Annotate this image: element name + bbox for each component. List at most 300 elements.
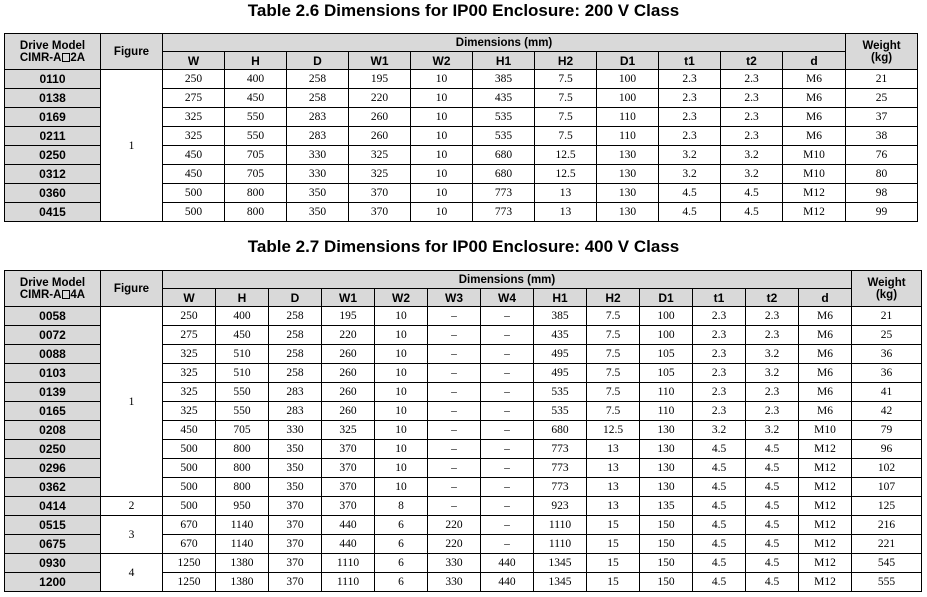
dimension-cell: 330 (287, 165, 349, 184)
dimension-cell: 150 (640, 516, 693, 535)
dim-column-header: H1 (473, 52, 535, 70)
drive-model-cell: 0165 (5, 402, 101, 421)
dimension-cell: 510 (216, 364, 269, 383)
dimension-cell: 2.3 (659, 70, 721, 89)
dimension-cell: 350 (287, 203, 349, 222)
dimension-cell: 450 (163, 421, 216, 440)
dimension-cell: – (428, 421, 481, 440)
dimension-cell: 4.5 (659, 184, 721, 203)
dimension-cell: 10 (375, 383, 428, 402)
dimension-cell: 275 (163, 89, 225, 108)
dim-column-header: H (225, 52, 287, 70)
dimension-cell: 370 (269, 535, 322, 554)
dimension-cell: 250 (163, 307, 216, 326)
dimension-cell: – (481, 383, 534, 402)
dim-column-header: D (269, 289, 322, 307)
dimension-cell: 220 (428, 516, 481, 535)
dimension-cell: – (428, 345, 481, 364)
dimension-cell: M6 (799, 307, 852, 326)
dimension-cell: 3.2 (746, 421, 799, 440)
dimension-cell: M6 (799, 326, 852, 345)
drive-model-cell: 0088 (5, 345, 101, 364)
weight-cell: 41 (852, 383, 922, 402)
dimension-cell: 3.2 (659, 165, 721, 184)
dimension-cell: 10 (375, 421, 428, 440)
dimension-cell: 10 (375, 402, 428, 421)
dimension-cell: M6 (799, 364, 852, 383)
dimension-cell: 150 (640, 535, 693, 554)
dimension-cell: 100 (640, 307, 693, 326)
dimension-cell: 325 (349, 146, 411, 165)
dimension-cell: M12 (799, 573, 852, 592)
dim-column-header: t1 (693, 289, 746, 307)
dimension-cell: 330 (428, 573, 481, 592)
dimension-cell: 550 (216, 402, 269, 421)
dimension-cell: 1345 (534, 573, 587, 592)
dimension-cell: 12.5 (535, 165, 597, 184)
dimension-cell: 4.5 (721, 184, 783, 203)
dimension-cell: 10 (411, 70, 473, 89)
dimension-cell: 350 (269, 459, 322, 478)
weight-cell: 36 (852, 364, 922, 383)
figure-cell: 1 (101, 70, 163, 222)
dimension-cell: 7.5 (535, 89, 597, 108)
dimension-cell: 800 (216, 440, 269, 459)
dimension-cell: 370 (349, 203, 411, 222)
dimension-cell: M12 (799, 535, 852, 554)
dimension-cell: 220 (428, 535, 481, 554)
figure-column-header: Figure (101, 34, 163, 70)
dimension-cell: M12 (799, 440, 852, 459)
dimension-cell: 1345 (534, 554, 587, 573)
dimension-cell: 130 (597, 165, 659, 184)
dimension-cell: 325 (322, 421, 375, 440)
dimension-cell: 1250 (163, 554, 216, 573)
weight-cell: 36 (852, 345, 922, 364)
weight-cell: 125 (852, 497, 922, 516)
dimension-cell: 260 (349, 108, 411, 127)
dimension-cell: 4.5 (746, 554, 799, 573)
figure-cell: 1 (101, 307, 163, 497)
dimension-cell: 4.5 (693, 516, 746, 535)
dimension-cell: 325 (163, 402, 216, 421)
weight-cell: 221 (852, 535, 922, 554)
dimension-cell: 283 (287, 127, 349, 146)
dimension-cell: 550 (225, 108, 287, 127)
dimension-cell: 100 (597, 70, 659, 89)
dimension-cell: 13 (587, 478, 640, 497)
dimension-cell: 330 (269, 421, 322, 440)
dimension-cell: 10 (375, 307, 428, 326)
dimension-cell: 13 (587, 440, 640, 459)
dimension-cell: 12.5 (587, 421, 640, 440)
dimension-cell: 258 (287, 70, 349, 89)
dim-column-header: D1 (597, 52, 659, 70)
drive-model-cell: 0110 (5, 70, 101, 89)
dimension-cell: 800 (216, 478, 269, 497)
dimension-cell: 550 (225, 127, 287, 146)
dim-column-header: W1 (349, 52, 411, 70)
dimension-cell: 550 (216, 383, 269, 402)
dimension-cell: 130 (640, 478, 693, 497)
figure-column-header: Figure (101, 271, 163, 307)
placeholder-box-icon (62, 53, 70, 62)
dimension-cell: M6 (783, 127, 846, 146)
dimension-cell: 4.5 (746, 516, 799, 535)
dimension-cell: 260 (322, 364, 375, 383)
dimension-cell: 260 (322, 402, 375, 421)
drive-model-cell: 0058 (5, 307, 101, 326)
dimension-cell: – (481, 459, 534, 478)
dimension-cell: 500 (163, 203, 225, 222)
dimension-cell: 670 (163, 535, 216, 554)
weight-column-header: Weight (kg) (852, 271, 922, 307)
dimension-cell: 258 (269, 345, 322, 364)
dimension-cell: 1110 (534, 535, 587, 554)
weight-column-header: Weight (kg) (846, 34, 918, 70)
dimension-cell: 6 (375, 535, 428, 554)
dimension-cell: – (428, 326, 481, 345)
dimension-cell: 495 (534, 364, 587, 383)
dimension-cell: 1380 (216, 573, 269, 592)
weight-cell: 21 (852, 307, 922, 326)
dimension-cell: 680 (473, 165, 535, 184)
dimension-cell: 3.2 (659, 146, 721, 165)
dimension-cell: 150 (640, 554, 693, 573)
dimension-cell: 283 (269, 402, 322, 421)
dimension-cell: 440 (481, 573, 534, 592)
dimension-cell: – (481, 478, 534, 497)
dimension-cell: – (428, 440, 481, 459)
dimension-cell: 2.3 (746, 402, 799, 421)
dimension-cell: 6 (375, 516, 428, 535)
drive-model-cell: 0139 (5, 383, 101, 402)
dimension-cell: 4.5 (693, 535, 746, 554)
dimension-cell: – (428, 364, 481, 383)
dimension-cell: 370 (269, 573, 322, 592)
weight-cell: 216 (852, 516, 922, 535)
dimension-cell: 130 (640, 440, 693, 459)
drive-model-cell: 0415 (5, 203, 101, 222)
drive-model-cell: 0296 (5, 459, 101, 478)
weight-cell: 98 (846, 184, 918, 203)
dimension-cell: 2.3 (659, 89, 721, 108)
dimension-cell: M6 (783, 70, 846, 89)
dimension-cell: 1380 (216, 554, 269, 573)
dimension-cell: 500 (163, 184, 225, 203)
dimension-cell: – (428, 402, 481, 421)
dimension-cell: 2.3 (746, 326, 799, 345)
dimension-cell: 450 (216, 326, 269, 345)
drive-model-cell: 0103 (5, 364, 101, 383)
dimension-cell: – (481, 345, 534, 364)
dimension-cell: 450 (225, 89, 287, 108)
drive-model-cell: 0169 (5, 108, 101, 127)
dimension-cell: 1110 (322, 554, 375, 573)
drive-model-cell: 0312 (5, 165, 101, 184)
dimension-cell: 7.5 (535, 70, 597, 89)
dimension-cell: 705 (225, 165, 287, 184)
dim-column-header: d (799, 289, 852, 307)
dim-column-header: W2 (375, 289, 428, 307)
dimension-cell: 800 (225, 203, 287, 222)
dimension-cell: 3.2 (746, 364, 799, 383)
dimension-cell: 4.5 (746, 478, 799, 497)
dim-column-header: W1 (322, 289, 375, 307)
dimension-cell: 10 (411, 203, 473, 222)
weight-cell: 79 (852, 421, 922, 440)
dimension-cell: 370 (269, 497, 322, 516)
dimension-cell: 10 (411, 165, 473, 184)
dimension-cell: 4.5 (693, 459, 746, 478)
dimension-cell: 1140 (216, 516, 269, 535)
drive-model-cell: 0360 (5, 184, 101, 203)
dim-column-header: W (163, 52, 225, 70)
dimension-cell: 2.3 (693, 326, 746, 345)
dimension-cell: 400 (225, 70, 287, 89)
dimension-cell: 370 (349, 184, 411, 203)
drive-model-cell: 0515 (5, 516, 101, 535)
dimension-cell: 370 (322, 497, 375, 516)
dimension-cell: 350 (269, 478, 322, 497)
figure-cell: 2 (101, 497, 163, 516)
table-row (5, 70, 918, 89)
dim-column-header: t2 (746, 289, 799, 307)
dimension-cell: 773 (473, 203, 535, 222)
dimension-cell: 258 (269, 364, 322, 383)
dimension-cell: 1250 (163, 573, 216, 592)
dim-column-header: W3 (428, 289, 481, 307)
dimension-cell: 4.5 (693, 478, 746, 497)
dimension-cell: 13 (587, 459, 640, 478)
dimension-cell: 325 (163, 345, 216, 364)
dimension-cell: M12 (799, 554, 852, 573)
weight-cell: 37 (846, 108, 918, 127)
table-row (5, 497, 922, 516)
dimension-cell: 7.5 (535, 127, 597, 146)
dimension-cell: 10 (375, 326, 428, 345)
dimension-cell: 4.5 (693, 573, 746, 592)
dimension-cell: – (481, 421, 534, 440)
table-row (5, 554, 922, 573)
dimension-cell: 2.3 (693, 383, 746, 402)
dimension-cell: 15 (587, 535, 640, 554)
dimension-cell: 260 (322, 345, 375, 364)
dimension-cell: 500 (163, 478, 216, 497)
dimension-cell: 110 (597, 108, 659, 127)
dimension-cell: 800 (216, 459, 269, 478)
dimension-cell: 510 (216, 345, 269, 364)
dimension-cell: 2.3 (693, 307, 746, 326)
dimension-cell: 1110 (534, 516, 587, 535)
dimension-cell: 7.5 (587, 402, 640, 421)
dimension-cell: 450 (163, 146, 225, 165)
dimension-cell: 4.5 (693, 440, 746, 459)
dimension-cell: 3.2 (721, 165, 783, 184)
dimension-cell: 2.3 (721, 108, 783, 127)
dimension-cell: 435 (534, 326, 587, 345)
dimension-cell: 6 (375, 554, 428, 573)
dimension-cell: 535 (534, 402, 587, 421)
dimension-cell: 330 (287, 146, 349, 165)
dimension-cell: 3.2 (721, 146, 783, 165)
dimension-cell: 385 (473, 70, 535, 89)
weight-cell: 555 (852, 573, 922, 592)
dimension-cell: M12 (783, 203, 846, 222)
dimension-cell: 773 (534, 459, 587, 478)
dimension-cell: 15 (587, 516, 640, 535)
drive-model-cell: 1200 (5, 573, 101, 592)
dimension-cell: 8 (375, 497, 428, 516)
dimension-cell: – (481, 516, 534, 535)
figure-cell: 4 (101, 554, 163, 592)
dimension-cell: 100 (597, 89, 659, 108)
dimension-cell: 500 (163, 459, 216, 478)
dim-column-header: D (287, 52, 349, 70)
dimension-cell: 258 (287, 89, 349, 108)
dimension-cell: M10 (783, 146, 846, 165)
dimension-cell: 370 (322, 440, 375, 459)
dimension-cell: 10 (375, 364, 428, 383)
dimension-cell: 3.2 (693, 421, 746, 440)
dim-column-header: t2 (721, 52, 783, 70)
dimension-cell: 773 (534, 478, 587, 497)
dim-column-header: H (216, 289, 269, 307)
drive-model-cell: 0250 (5, 440, 101, 459)
dim-column-header: W4 (481, 289, 534, 307)
dimension-cell: 100 (640, 326, 693, 345)
dimension-cell: – (481, 535, 534, 554)
dimension-cell: 4.5 (746, 497, 799, 516)
dimension-cell: 10 (375, 345, 428, 364)
dimension-cell: 10 (375, 440, 428, 459)
dimension-cell: – (428, 497, 481, 516)
dimension-cell: 440 (481, 554, 534, 573)
dimension-cell: 680 (534, 421, 587, 440)
dimension-cell: 10 (375, 459, 428, 478)
dimension-cell: 325 (163, 127, 225, 146)
dimension-cell: 923 (534, 497, 587, 516)
dimension-cell: – (428, 383, 481, 402)
dimension-cell: 220 (349, 89, 411, 108)
dimension-cell: 195 (349, 70, 411, 89)
weight-cell: 42 (852, 402, 922, 421)
weight-cell: 107 (852, 478, 922, 497)
dimension-cell: 773 (473, 184, 535, 203)
dimension-cell: – (428, 478, 481, 497)
dimension-cell: 135 (640, 497, 693, 516)
dimension-cell: 283 (269, 383, 322, 402)
dimension-cell: 7.5 (587, 383, 640, 402)
dimension-cell: 670 (163, 516, 216, 535)
dimension-cell: M6 (799, 402, 852, 421)
dimension-cell: 330 (428, 554, 481, 573)
drive-model-cell: 0675 (5, 535, 101, 554)
weight-cell: 38 (846, 127, 918, 146)
dimension-cell: 535 (473, 108, 535, 127)
dimension-cell: M12 (783, 184, 846, 203)
dimension-cell: 535 (473, 127, 535, 146)
dimension-cell: 4.5 (746, 535, 799, 554)
dim-column-header: t1 (659, 52, 721, 70)
dimension-cell: 105 (640, 345, 693, 364)
dimension-cell: – (428, 307, 481, 326)
dimension-cell: 4.5 (659, 203, 721, 222)
dimension-cell: 400 (216, 307, 269, 326)
model-column-header: Drive Model CIMR-A 2A (5, 34, 101, 70)
dimension-cell: 370 (269, 554, 322, 573)
dimension-cell: 110 (640, 383, 693, 402)
table-2-7-caption: Table 2.7 Dimensions for IP00 Enclosure: 400 V Class (247, 237, 680, 256)
dimension-cell: 800 (225, 184, 287, 203)
dimension-cell: 10 (411, 108, 473, 127)
dimension-cell: 2.3 (693, 402, 746, 421)
dimension-cell: M6 (783, 89, 846, 108)
dimension-cell: 370 (322, 459, 375, 478)
dim-column-header: d (783, 52, 846, 70)
dimension-cell: 3.2 (746, 345, 799, 364)
dimension-cell: 7.5 (587, 326, 640, 345)
weight-cell: 99 (846, 203, 918, 222)
dimension-cell: 260 (349, 127, 411, 146)
weight-cell: 96 (852, 440, 922, 459)
drive-model-cell: 0138 (5, 89, 101, 108)
dimension-cell: 150 (640, 573, 693, 592)
model-column-header: Drive Model CIMR-A 4A (5, 271, 101, 307)
dimension-cell: 4.5 (746, 440, 799, 459)
dim-column-header: H2 (535, 52, 597, 70)
dim-column-header: H1 (534, 289, 587, 307)
dimension-cell: 2.3 (693, 364, 746, 383)
dimension-cell: 130 (597, 184, 659, 203)
dimension-cell: 10 (411, 89, 473, 108)
dimension-cell: 2.3 (746, 307, 799, 326)
dim-column-header: W (163, 289, 216, 307)
dimension-cell: 13 (535, 184, 597, 203)
dimension-cell: 325 (163, 383, 216, 402)
dimension-cell: M12 (799, 478, 852, 497)
dimension-cell: 325 (163, 108, 225, 127)
dimension-cell: 130 (640, 421, 693, 440)
dimension-cell: – (481, 440, 534, 459)
dimension-cell: 13 (535, 203, 597, 222)
dimension-cell: – (481, 326, 534, 345)
dimension-cell: 705 (216, 421, 269, 440)
dimension-cell: 325 (163, 364, 216, 383)
placeholder-box-icon (62, 290, 70, 299)
dimension-cell: 773 (534, 440, 587, 459)
weight-cell: 102 (852, 459, 922, 478)
dimension-cell: 2.3 (659, 108, 721, 127)
dimension-cell: 1110 (322, 573, 375, 592)
dimension-cell: 500 (163, 497, 216, 516)
weight-cell: 25 (846, 89, 918, 108)
dimension-cell: 705 (225, 146, 287, 165)
dimension-cell: 2.3 (721, 89, 783, 108)
dimension-cell: 4.5 (693, 497, 746, 516)
dimension-cell: 370 (322, 478, 375, 497)
table-row (5, 516, 922, 535)
dimension-cell: 680 (473, 146, 535, 165)
dimension-cell: – (481, 364, 534, 383)
dimension-cell: 2.3 (659, 127, 721, 146)
dimension-cell: M10 (799, 421, 852, 440)
drive-model-cell: 0362 (5, 478, 101, 497)
dimension-cell: – (481, 307, 534, 326)
dimension-cell: 385 (534, 307, 587, 326)
dimension-cell: 110 (640, 402, 693, 421)
figure-cell: 3 (101, 516, 163, 554)
